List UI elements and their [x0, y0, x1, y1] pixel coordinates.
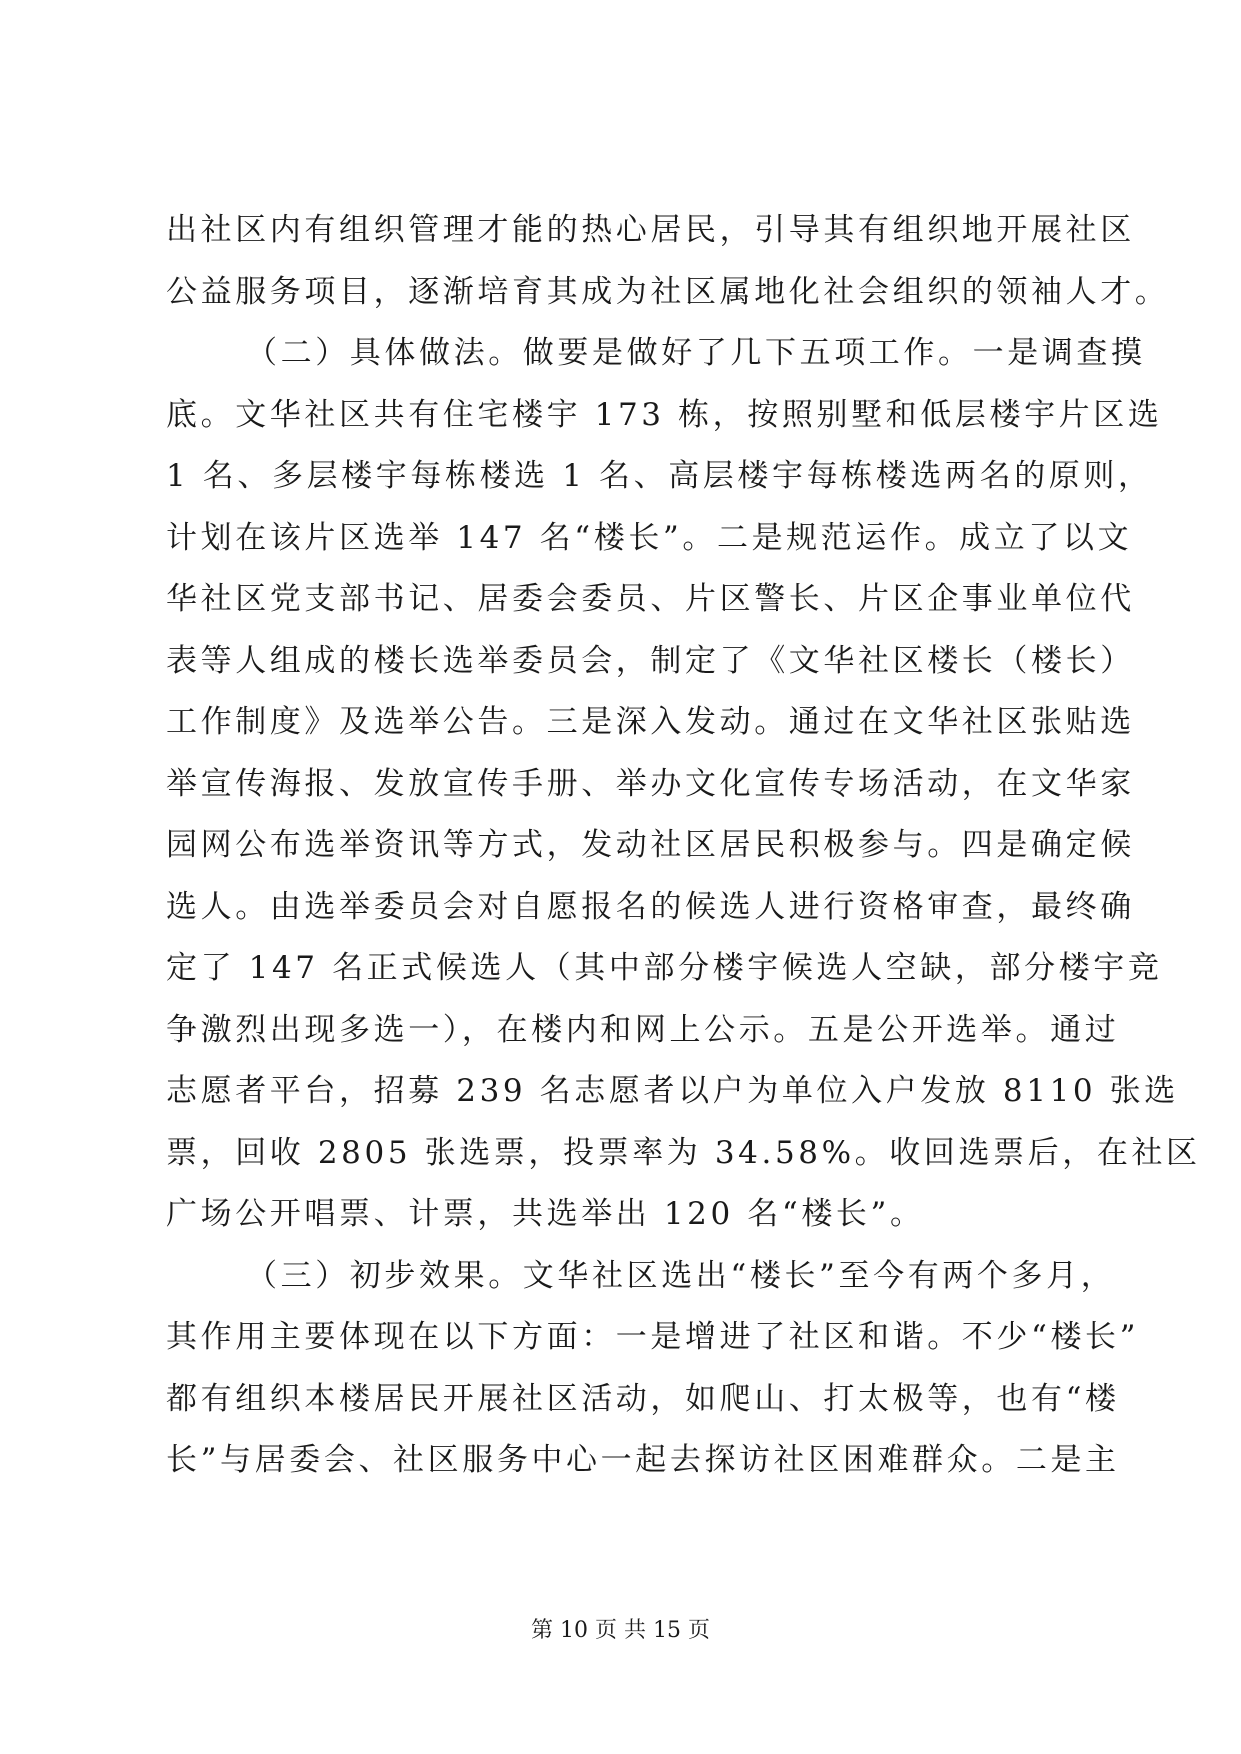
text-line: 定了 147 名正式候选人（其中部分楼宇候选人空缺，部分楼宇竞 — [166, 950, 1163, 986]
text-line: 其作用主要体现在以下方面：一是增进了社区和谐。不少“楼长” — [166, 1319, 1140, 1355]
page-number-footer: 第 10 页 共 15 页 — [531, 1618, 710, 1643]
text-line: 底。文华社区共有住宅楼宇 173 栋，按照别墅和低层楼宇片区选 — [166, 396, 1163, 433]
text-line: 出社区内有组织管理才能的热心居民，引导其有组织地开展社区 — [166, 212, 1135, 248]
text-line: 广场公开唱票、计票，共选举出 120 名“楼长”。 — [166, 1196, 925, 1232]
text-line: 公益服务项目，逐渐培育其成为社区属地化社会组织的领袖人才。 — [166, 273, 1170, 310]
paragraph-start-line: （二）具体做法。做要是做好了几下五项工作。一是调查摸 — [246, 335, 1146, 371]
text-line: 志愿者平台，招募 239 名志愿者以户为单位入户发放 8110 张选 — [166, 1073, 1179, 1109]
text-line: 长”与居委会、社区服务中心一起去探访社区困难群众。二是主 — [166, 1442, 1120, 1478]
text-line: 园网公布选举资讯等方式，发动社区居民积极参与。四是确定候 — [166, 827, 1135, 863]
text-line: 争激烈出现多选一），在楼内和网上公示。五是公开选举。通过 — [166, 1011, 1120, 1048]
text-line: 表等人组成的楼长选举委员会，制定了《文华社区楼长（楼长） — [166, 642, 1135, 679]
text-line: 票，回收 2805 张选票，投票率为 34.58%。收回选票后，在社区 — [166, 1134, 1201, 1171]
paragraph-start-line: （三）初步效果。文华社区选出“楼长”至今有两个多月， — [246, 1257, 1116, 1294]
text-line: 华社区党支部书记、居委会委员、片区警长、片区企事业单位代 — [166, 581, 1135, 617]
text-line: 1 名、多层楼宇每栋楼选 1 名、高层楼宇每栋楼选两名的原则， — [166, 458, 1153, 494]
text-line: 都有组织本楼居民开展社区活动，如爬山、打太极等，也有“楼 — [166, 1380, 1120, 1417]
text-line: 工作制度》及选举公告。三是深入发动。通过在文华社区张贴选 — [166, 704, 1135, 740]
text-line: 计划在该片区选举 147 名“楼长”。二是规范运作。成立了以文 — [166, 519, 1133, 556]
text-line: 举宣传海报、发放宣传手册、举办文化宣传专场活动，在文华家 — [166, 765, 1135, 802]
text-line: 选人。由选举委员会对自愿报名的候选人进行资格审查，最终确 — [166, 888, 1135, 925]
document-body — [166, 200, 1201, 1492]
